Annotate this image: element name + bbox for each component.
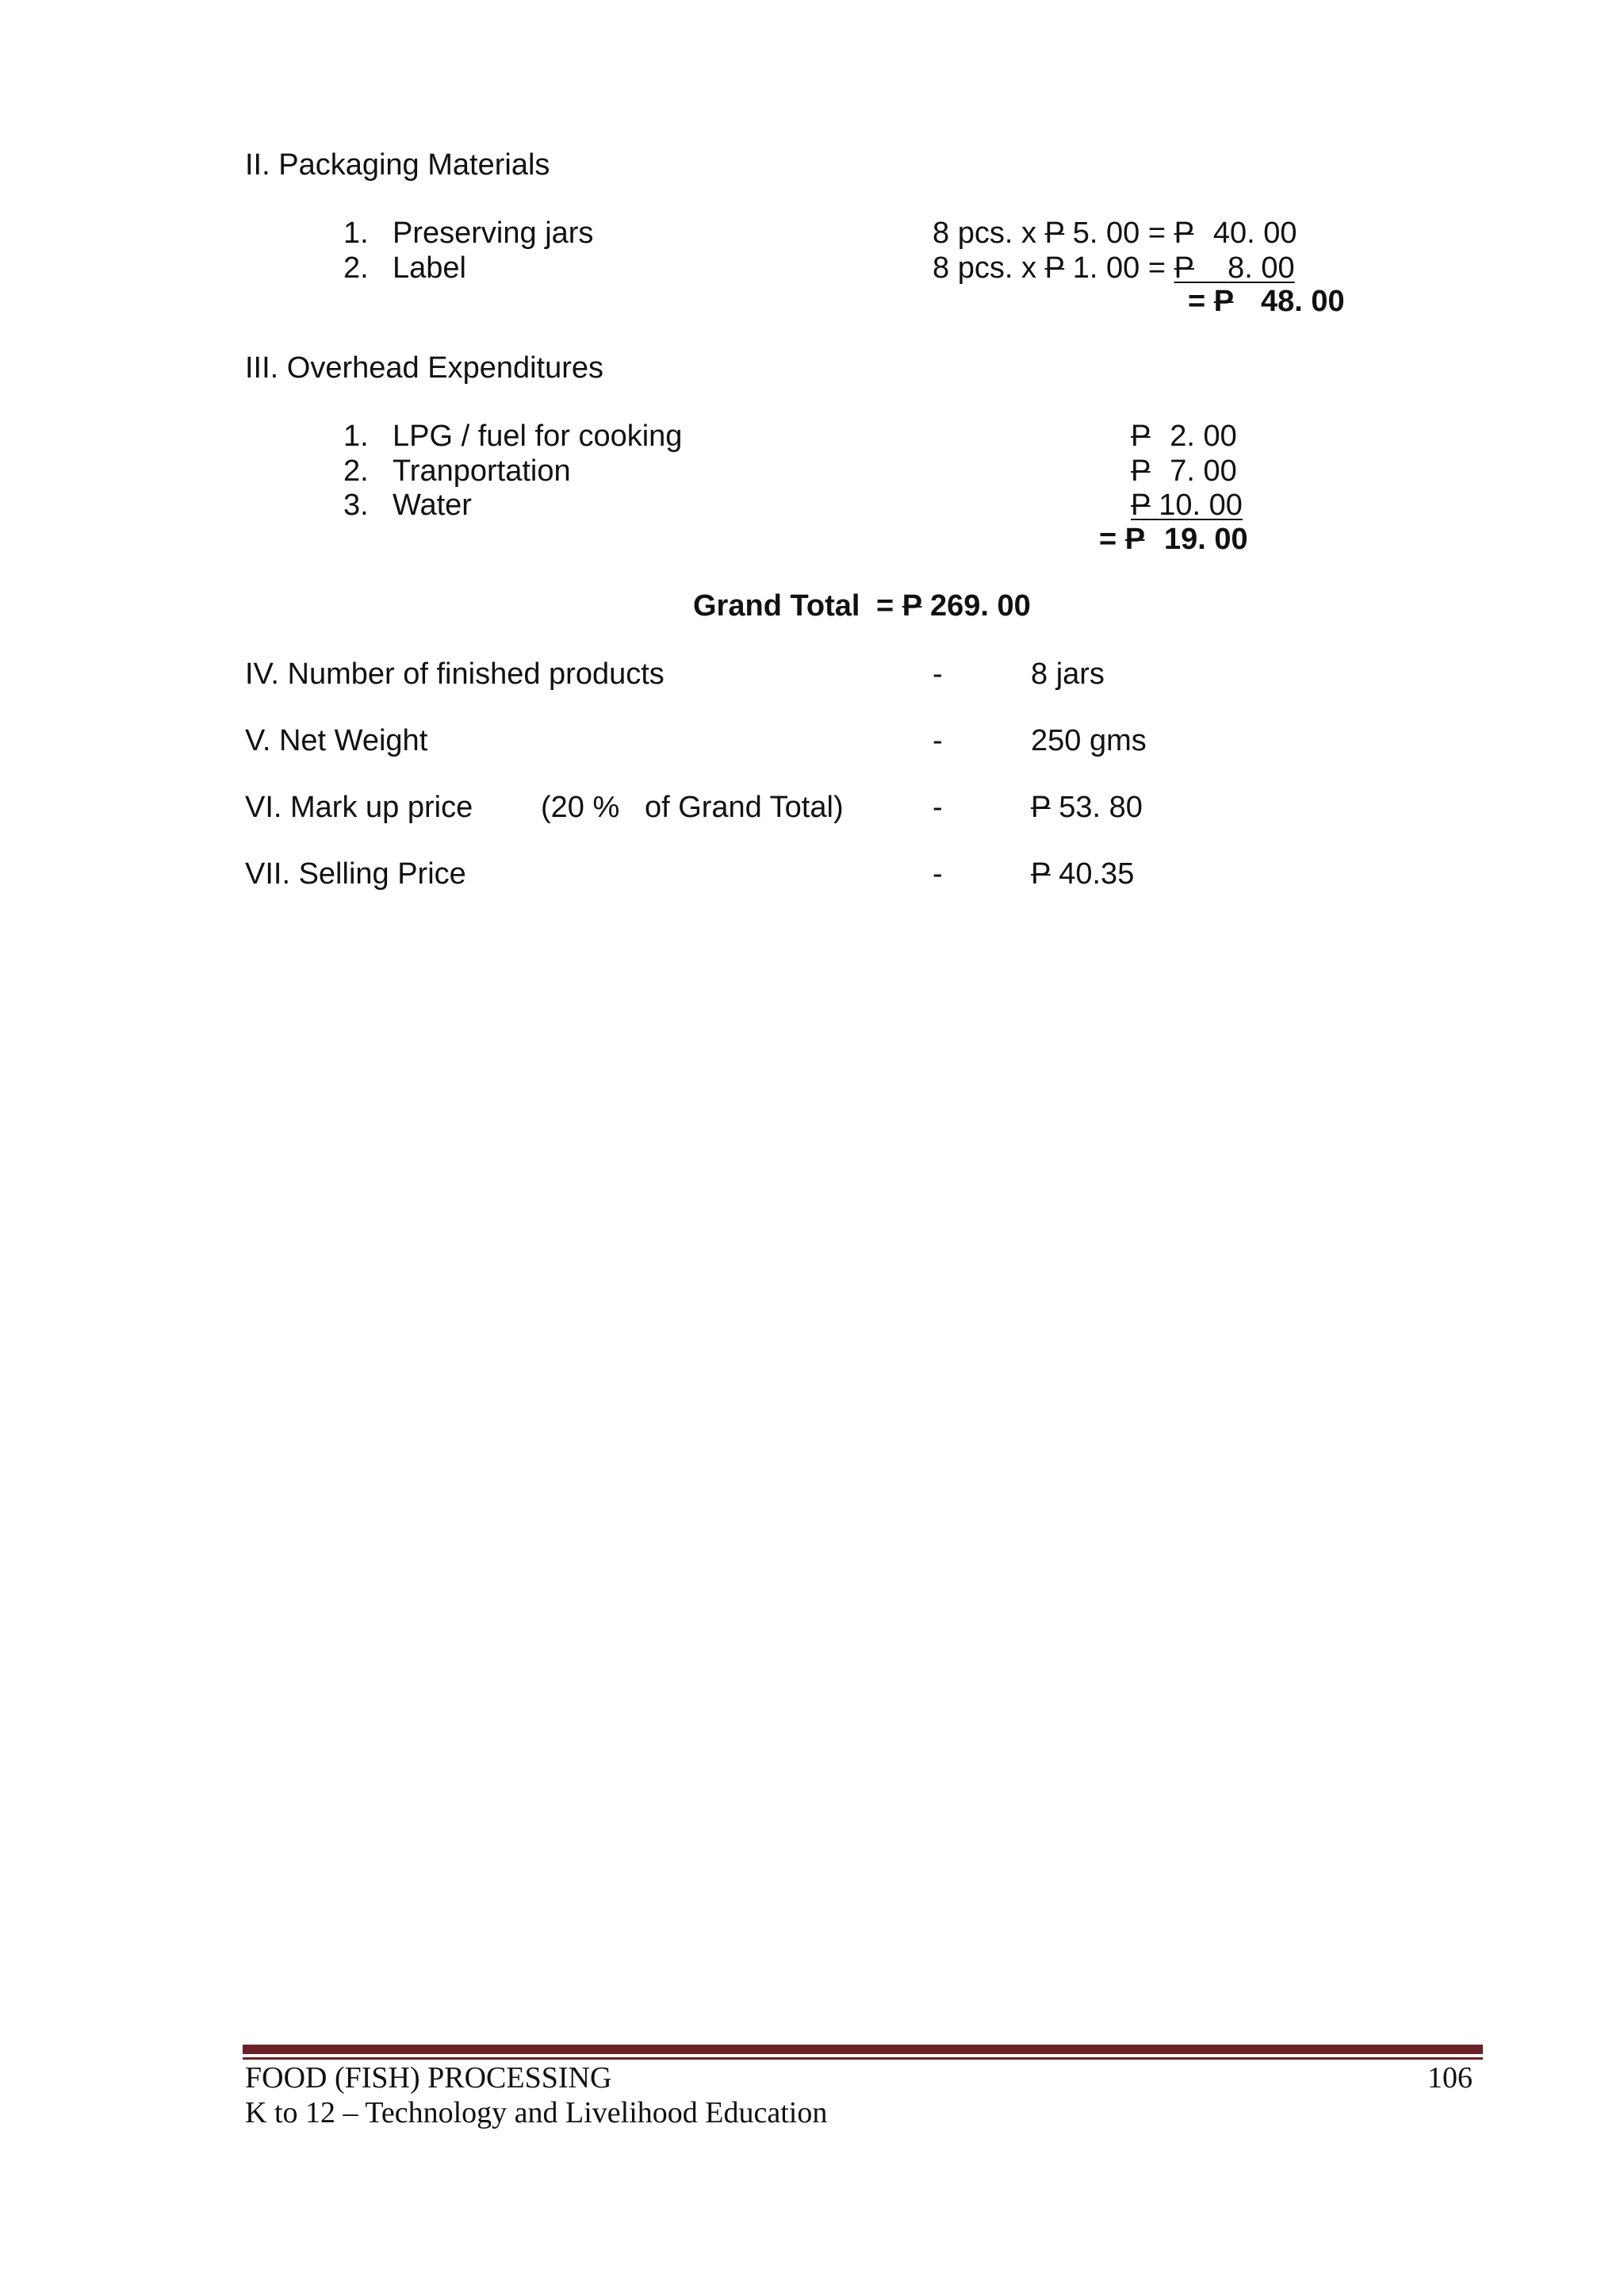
overhead-item-num: 1. (343, 420, 369, 453)
packaging-item-num: 2. (343, 251, 369, 285)
packaging-item-num: 1. (343, 217, 369, 250)
peso-sign: P (1131, 489, 1151, 522)
summary-dash: - (933, 857, 943, 891)
overhead-item-amount-value: 10. 00 (1159, 489, 1243, 522)
packaging-item-qty: 8 pcs. x (933, 217, 1036, 250)
packaging-item-unit: 1. 00 = (1072, 251, 1166, 285)
overhead-item-amount (1131, 419, 1237, 454)
summary-label: IV. Number of finished products (245, 657, 665, 691)
page-number: 106 (1427, 2061, 1473, 2095)
packaging-item-qty: 8 pcs. x (933, 251, 1036, 285)
peso-sign: P (1124, 523, 1145, 556)
peso-sign: P (1044, 251, 1065, 285)
peso-sign: P (1031, 857, 1051, 891)
packaging-item-cost (933, 216, 1297, 251)
packaging-item-label: Preserving jars (393, 217, 594, 250)
overhead-item-amount (1131, 488, 1243, 523)
overhead-item-label: Tranportation (393, 454, 571, 488)
packaging-item-total: 8. 00 (1228, 251, 1295, 285)
summary-value: 250 gms (1031, 724, 1147, 757)
overhead-item-amount-value: 2. 00 (1170, 420, 1237, 453)
peso-sign: P (1044, 217, 1065, 250)
summary-dash: - (933, 791, 943, 824)
summary-dash: - (933, 657, 943, 691)
summary-value: 8 jars (1031, 657, 1105, 691)
packaging-item-total-underlined (1174, 251, 1295, 285)
summary-label: V. Net Weight (245, 724, 428, 757)
summary-dash: - (933, 724, 943, 757)
overhead-item-label: Water (393, 489, 472, 522)
footer-rule-thin (243, 2057, 1483, 2060)
summary-label: VII. Selling Price (245, 857, 466, 891)
overhead-heading: III. Overhead Expenditures (245, 351, 604, 385)
peso-sign: P (1174, 251, 1194, 285)
packaging-item-cost (933, 251, 1295, 286)
packaging-item-label: Label (393, 251, 466, 285)
peso-sign: P (1031, 791, 1051, 824)
overhead-item-amount-value: 7. 00 (1170, 454, 1237, 488)
peso-sign: P (1174, 217, 1194, 250)
grand-total-value: 269. 00 (929, 589, 1031, 623)
packaging-subtotal (1188, 284, 1345, 319)
summary-value-row (1031, 857, 1134, 891)
equals-sign: = (1099, 523, 1117, 556)
footer-rule-thick (243, 2045, 1483, 2054)
summary-value: 40.35 (1059, 857, 1135, 891)
packaging-heading: II. Packaging Materials (245, 148, 550, 182)
overhead-item-amount (1131, 454, 1237, 489)
equals-sign: = (1188, 285, 1206, 318)
overhead-item-label: LPG / fuel for cooking (393, 420, 683, 453)
peso-sign: P (1131, 454, 1151, 488)
summary-value: 53. 80 (1059, 791, 1143, 824)
packaging-item-unit: 5. 00 = (1072, 217, 1166, 250)
summary-note: (20 % of Grand Total) (541, 791, 844, 824)
peso-sign: P (902, 589, 922, 623)
peso-sign: P (1213, 285, 1234, 318)
grand-total-label: Grand Total (693, 589, 860, 623)
summary-label: VI. Mark up price (245, 791, 473, 824)
summary-value-row (1031, 790, 1143, 825)
overhead-subtotal-value: 19. 00 (1164, 523, 1248, 556)
overhead-item-num: 2. (343, 454, 369, 488)
packaging-item-total: 40. 00 (1212, 217, 1297, 250)
grand-total (693, 588, 1031, 623)
footer-title: FOOD (FISH) PROCESSING (245, 2061, 612, 2095)
footer-subtitle: K to 12 – Technology and Livelihood Education (245, 2096, 828, 2129)
equals-sign: = (875, 589, 894, 623)
packaging-subtotal-value: 48. 00 (1261, 285, 1345, 318)
overhead-item-num: 3. (343, 489, 369, 522)
overhead-subtotal (1099, 522, 1248, 557)
peso-sign: P (1131, 420, 1151, 453)
